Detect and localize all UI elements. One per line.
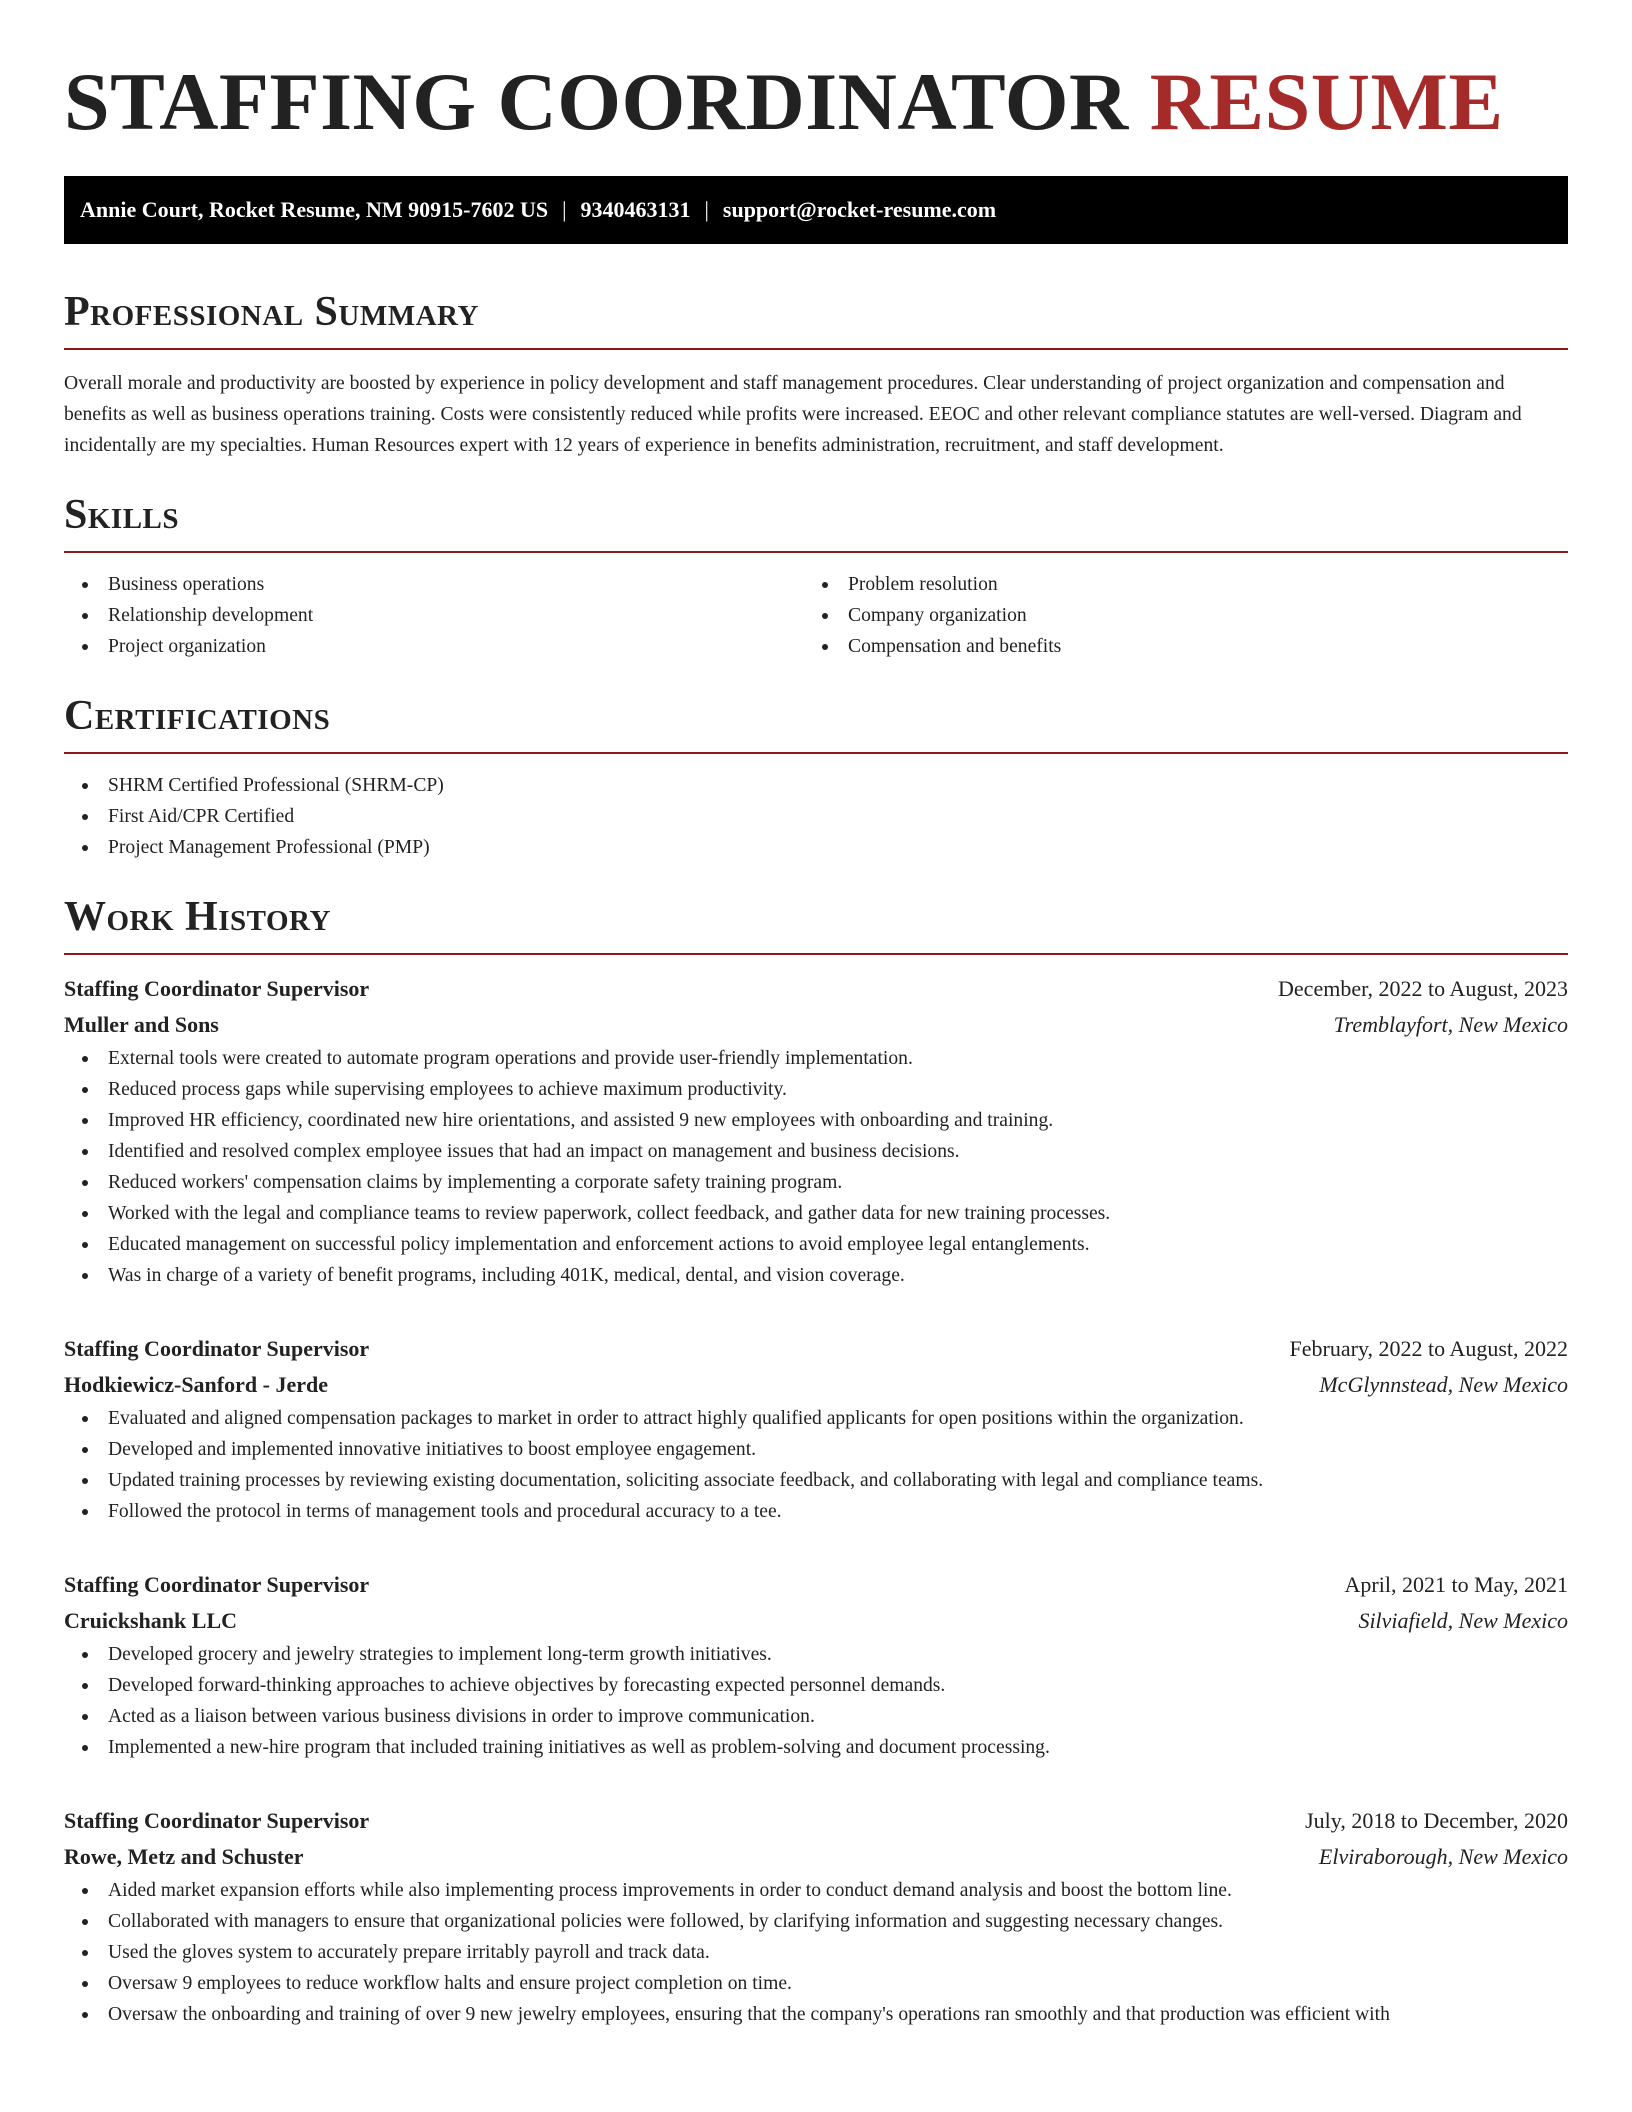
skill-item: Compensation and benefits (804, 631, 1544, 662)
job-location: McGlynnstead, New Mexico (1319, 1372, 1568, 1397)
job-duty: Implemented a new-hire program that included training initiatives as well as problem-solving and document processing. (64, 1732, 1568, 1763)
work-history-heading: Work History (64, 894, 331, 940)
job-duty: Identified and resolved complex employee issues that had an impact on management and business decisions. (64, 1136, 1568, 1167)
section-divider (64, 551, 1568, 553)
contact-address: Annie Court, Rocket Resume, NM 90915-7602 US (80, 197, 549, 222)
job-duty: Evaluated and aligned compensation packages to market in order to attract highly qualified applicants for open positions within the organization. (64, 1403, 1568, 1434)
job-location: Elviraborough, New Mexico (1318, 1844, 1568, 1869)
contact-separator: | (704, 197, 709, 222)
job-title: Staffing Coordinator Supervisor (64, 1572, 370, 1597)
section-divider (64, 752, 1568, 754)
contact-separator: | (562, 197, 567, 222)
job-entry (64, 971, 1568, 1291)
resume-page (64, 0, 1568, 2030)
job-duty: Improved HR efficiency, coordinated new hire orientations, and assisted 9 new employees with onboarding and training. (64, 1105, 1568, 1136)
certification-item: Project Management Professional (PMP) (64, 832, 1568, 863)
section-divider (64, 953, 1568, 955)
job-dates: July, 2018 to December, 2020 (1305, 1808, 1568, 1833)
job-duties-list (64, 1875, 1568, 2030)
job-location: Tremblayfort, New Mexico (1333, 1012, 1568, 1037)
resume-title-main: STAFFING COORDINATOR (64, 56, 1129, 147)
job-duty: Was in charge of a variety of benefit programs, including 401K, medical, dental, and vision coverage. (64, 1260, 1568, 1291)
job-duty: Oversaw 9 employees to reduce workflow halts and ensure project completion on time. (64, 1968, 1568, 1999)
job-title: Staffing Coordinator Supervisor (64, 1336, 370, 1361)
job-duty: Reduced process gaps while supervising employees to achieve maximum productivity. (64, 1074, 1568, 1105)
job-dates: December, 2022 to August, 2023 (1278, 976, 1568, 1001)
job-company: Muller and Sons (64, 1012, 219, 1037)
job-header-row (64, 971, 1568, 1007)
job-duty: Developed forward-thinking approaches to achieve objectives by forecasting expected personnel demands. (64, 1670, 1568, 1701)
job-duty: Used the gloves system to accurately prepare irritably payroll and track data. (64, 1937, 1568, 1968)
job-entry (64, 1567, 1568, 1763)
job-company-row (64, 1007, 1568, 1043)
contact-email: support@rocket-resume.com (722, 197, 997, 222)
job-company: Rowe, Metz and Schuster (64, 1844, 304, 1869)
section-divider (64, 348, 1568, 350)
job-duty: Educated management on successful policy implementation and enforcement actions to avoid employee legal entanglements. (64, 1229, 1568, 1260)
work-history-section (64, 893, 1568, 2030)
skill-item: Problem resolution (804, 569, 1544, 600)
job-entry (64, 1331, 1568, 1527)
skills-columns (64, 569, 1568, 662)
job-duty: Developed grocery and jewelry strategies to implement long-term growth initiatives. (64, 1639, 1568, 1670)
certifications-list (64, 770, 1568, 863)
skills-heading: Skills (64, 492, 180, 538)
job-duties-list (64, 1639, 1568, 1763)
job-dates: April, 2021 to May, 2021 (1344, 1572, 1568, 1597)
job-duty: Collaborated with managers to ensure that organizational policies were followed, by clarifying information and suggesting necessary changes. (64, 1906, 1568, 1937)
skill-item: Project organization (64, 631, 804, 662)
job-duties-list (64, 1403, 1568, 1527)
job-title: Staffing Coordinator Supervisor (64, 1808, 370, 1833)
job-company: Cruickshank LLC (64, 1608, 238, 1633)
job-location: Silviafield, New Mexico (1358, 1608, 1568, 1633)
job-duty: Acted as a liaison between various business divisions in order to improve communication. (64, 1701, 1568, 1732)
certification-item: First Aid/CPR Certified (64, 801, 1568, 832)
job-duties-list (64, 1043, 1568, 1291)
job-duty: Oversaw the onboarding and training of over 9 new jewelry employees, ensuring that the company's operations ran smoothly and that production was efficient with (64, 1999, 1568, 2030)
job-duty: Followed the protocol in terms of management tools and procedural accuracy to a tee. (64, 1496, 1568, 1527)
skill-item: Company organization (804, 600, 1544, 631)
skill-item: Relationship development (64, 600, 804, 631)
job-duty: External tools were created to automate program operations and provide user-friendly implementation. (64, 1043, 1568, 1074)
resume-title (64, 0, 1568, 148)
job-company-row (64, 1367, 1568, 1403)
resume-title-accent: RESUME (1149, 56, 1504, 147)
certification-item: SHRM Certified Professional (SHRM-CP) (64, 770, 1568, 801)
skill-item: Business operations (64, 569, 804, 600)
job-duty: Aided market expansion efforts while also implementing process improvements in order to conduct demand analysis and boost the bottom line. (64, 1875, 1568, 1906)
job-duty: Developed and implemented innovative initiatives to boost employee engagement. (64, 1434, 1568, 1465)
skills-section (64, 491, 1568, 662)
job-duty: Worked with the legal and compliance teams to review paperwork, collect feedback, and gather data for new training processes. (64, 1198, 1568, 1229)
job-duty: Updated training processes by reviewing existing documentation, soliciting associate feedback, and collaborating with legal and compliance teams. (64, 1465, 1568, 1496)
job-entry (64, 1803, 1568, 2030)
skills-right-list (804, 569, 1544, 662)
job-header-row (64, 1331, 1568, 1367)
job-header-row (64, 1567, 1568, 1603)
summary-heading: Professional Summary (64, 289, 479, 335)
summary-text: Overall morale and productivity are boosted by experience in policy development and staff management procedures. Clear understanding of project organization and compensation and benefits as well as business operations training. Costs were consistently reduced while profits were increased. EEOC and other relevant compliance statutes are well-versed. Diagram and incidentally are my specialties. Human Resources expert with 12 years of experience in benefits administration, recruitment, and staff development. (64, 373, 1522, 456)
skills-left-list (64, 569, 804, 662)
certifications-section (64, 692, 1568, 863)
certifications-heading: Certifications (64, 693, 331, 739)
job-company-row (64, 1603, 1568, 1639)
contact-bar (64, 176, 1568, 244)
job-title: Staffing Coordinator Supervisor (64, 976, 370, 1001)
job-duty: Reduced workers' compensation claims by implementing a corporate safety training program. (64, 1167, 1568, 1198)
job-dates: February, 2022 to August, 2022 (1289, 1336, 1568, 1361)
job-header-row (64, 1803, 1568, 1839)
job-company-row (64, 1839, 1568, 1875)
job-company: Hodkiewicz-Sanford - Jerde (64, 1372, 328, 1397)
contact-phone: 9340463131 (580, 197, 691, 222)
summary-section (64, 288, 1568, 461)
